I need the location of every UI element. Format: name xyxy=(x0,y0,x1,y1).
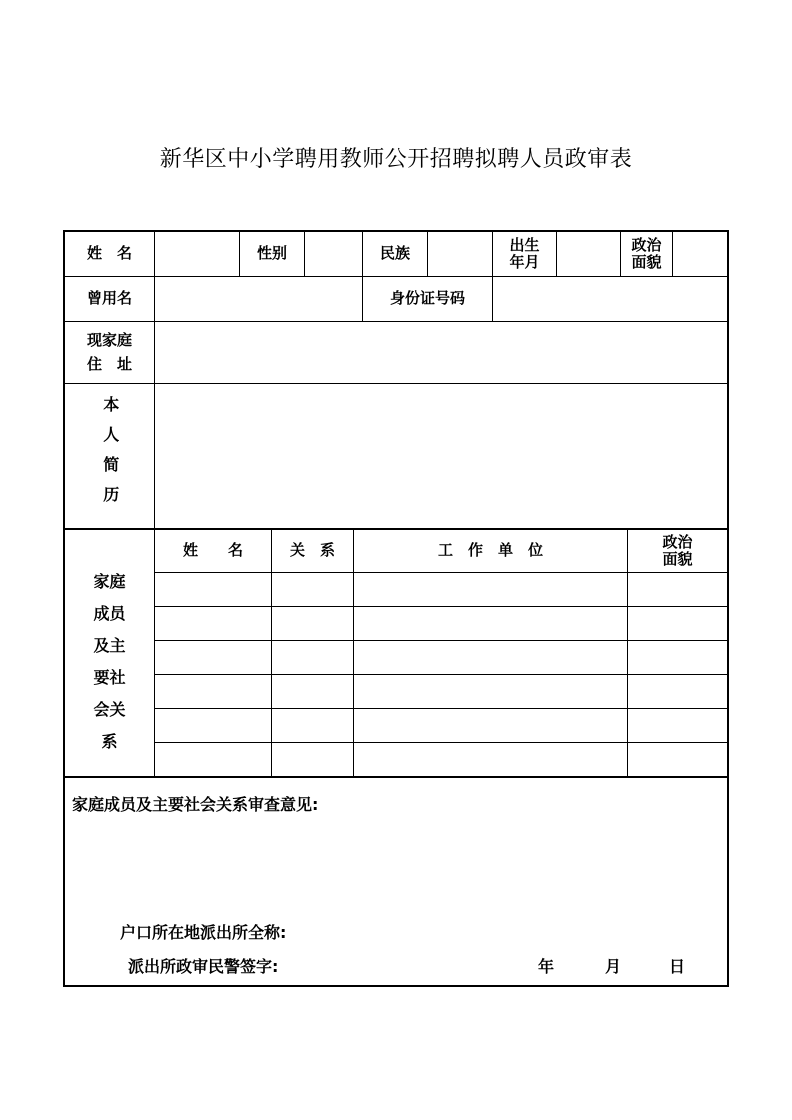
birth-field[interactable] xyxy=(557,232,620,276)
family-label-line: 会关 xyxy=(93,700,126,719)
family-label-line: 家庭 xyxy=(93,572,126,591)
birth-label-line2: 年月 xyxy=(509,253,540,271)
address-label-line2: 住 址 xyxy=(86,354,132,373)
family-row[interactable] xyxy=(155,675,727,708)
family-row[interactable] xyxy=(155,573,727,606)
family-label-line: 及主 xyxy=(93,636,126,655)
page-title: 新华区中小学聘用教师公开招聘拟聘人员政审表 xyxy=(159,147,633,172)
political-label xyxy=(621,232,672,276)
family-header-workplace: 工 作 单 位 xyxy=(437,541,543,560)
political-label-line2: 面貌 xyxy=(631,253,662,271)
name-field[interactable] xyxy=(155,232,239,276)
gender-field[interactable] xyxy=(305,232,362,276)
political-label-line1: 政治 xyxy=(631,235,662,254)
date-day: 日 xyxy=(669,957,686,976)
family-label-line: 系 xyxy=(101,732,118,751)
family-row[interactable] xyxy=(155,641,727,674)
family-header-political-line1: 政治 xyxy=(662,532,693,551)
former-name-field[interactable] xyxy=(155,277,362,321)
family-row[interactable] xyxy=(155,743,727,776)
family-header-name: 姓 名 xyxy=(182,541,243,560)
birth-label xyxy=(493,232,556,276)
review-opinion-label: 家庭成员及主要社会关系审查意见: xyxy=(72,795,319,814)
ethnicity-field[interactable] xyxy=(428,232,492,276)
family-row[interactable] xyxy=(155,607,727,640)
address-label-line1: 现家庭 xyxy=(86,331,132,350)
family-label-line: 要社 xyxy=(93,668,126,687)
family-header-political-line2: 面貌 xyxy=(662,550,693,568)
family-label-line: 成员 xyxy=(93,604,126,623)
ethnicity-label: 民族 xyxy=(379,244,410,263)
name-label: 姓 名 xyxy=(86,244,132,263)
birth-label-line1: 出生 xyxy=(509,235,540,254)
family-header-political xyxy=(628,530,727,572)
gender-label: 性别 xyxy=(256,244,287,263)
resume-label: 本人简历 xyxy=(100,396,120,516)
section-divider xyxy=(65,776,727,778)
id-number-label: 身份证号码 xyxy=(389,289,465,308)
address-label xyxy=(65,322,154,383)
resume-field[interactable] xyxy=(155,384,727,528)
address-field[interactable] xyxy=(155,322,727,383)
id-number-field[interactable] xyxy=(493,277,727,321)
date-month: 月 xyxy=(605,957,622,976)
family-header-relation: 关 系 xyxy=(289,541,335,560)
review-form-table xyxy=(63,230,729,987)
family-row[interactable] xyxy=(155,709,727,742)
resume-label-cell xyxy=(65,384,154,528)
date-year: 年 xyxy=(538,957,555,976)
political-field[interactable] xyxy=(673,232,727,276)
family-label xyxy=(65,530,154,776)
signature-label: 派出所政审民警签字: xyxy=(128,957,279,976)
police-station-label: 户口所在地派出所全称: xyxy=(120,923,287,942)
former-name-label: 曾用名 xyxy=(86,289,132,308)
